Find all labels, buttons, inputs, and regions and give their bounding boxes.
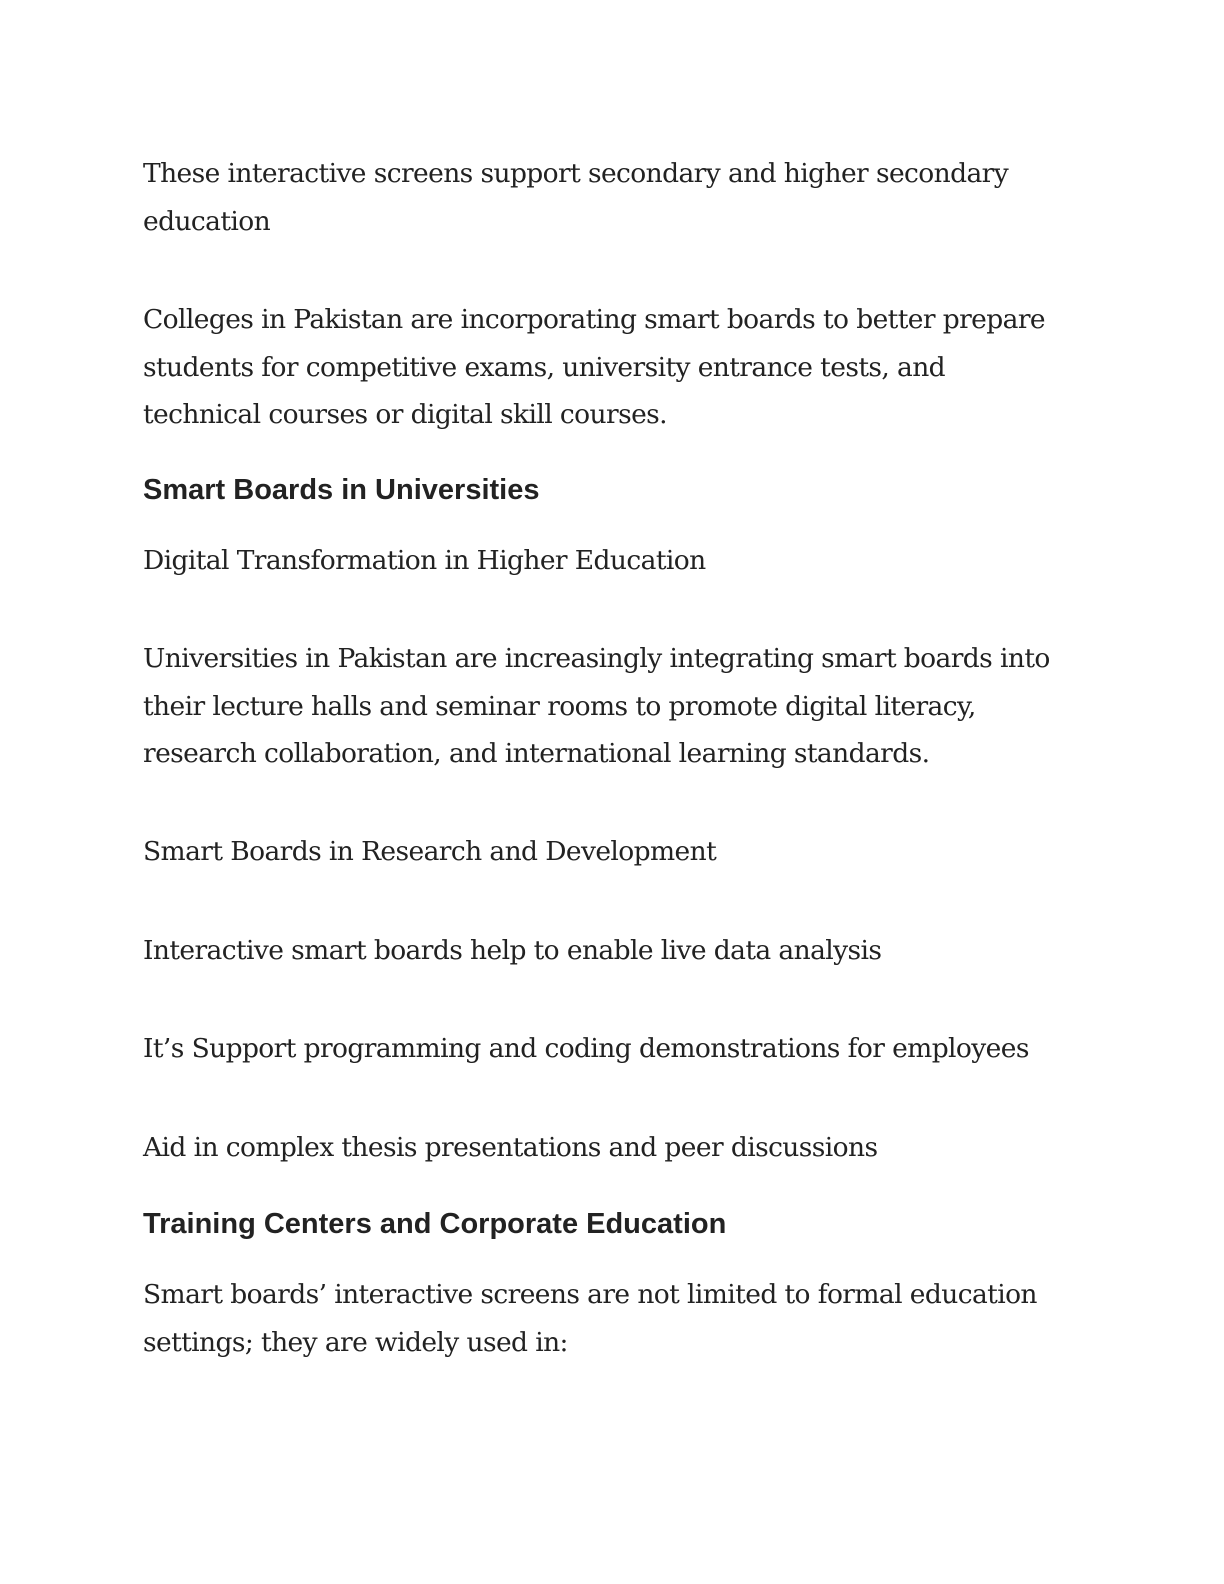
text-line: Smart boards’ interactive screens are not limited to formal education xyxy=(143,1279,1037,1310)
heading-training-centers: Training Centers and Corporate Education xyxy=(143,1208,727,1240)
heading-smart-boards-universities: Smart Boards in Universities xyxy=(143,474,540,506)
text-line: their lecture halls and seminar rooms to promote digital literacy, xyxy=(143,690,976,722)
paragraph-live-data-analysis xyxy=(143,927,1103,975)
paragraph-research-development xyxy=(143,828,1103,876)
paragraph-smart-boards-usage xyxy=(143,1271,1103,1366)
paragraph-colleges xyxy=(143,296,1103,439)
paragraph-digital-transformation xyxy=(143,537,1103,585)
text-line: It’s Support programming and coding demonstrations for employees xyxy=(143,1033,1029,1064)
text-line: settings; they are widely used in: xyxy=(143,1326,568,1358)
text-line: Smart Boards in Research and Development xyxy=(143,836,717,867)
text-line: Digital Transformation in Higher Education xyxy=(143,545,706,576)
text-line: Colleges in Pakistan are incorporating smart boards to better prepare xyxy=(143,304,1045,335)
paragraph-secondary-education xyxy=(143,150,1103,245)
paragraph-universities xyxy=(143,635,1103,778)
text-line: students for competitive exams, university entrance tests, and xyxy=(143,351,946,383)
paragraph-programming-demos xyxy=(143,1025,1103,1073)
paragraph-thesis-presentations xyxy=(143,1124,1103,1172)
text-line: Interactive smart boards help to enable live data analysis xyxy=(143,935,882,966)
text-line: Aid in complex thesis presentations and peer discussions xyxy=(143,1132,878,1163)
text-line: research collaboration, and international learning standards. xyxy=(143,738,930,769)
text-line: Universities in Pakistan are increasingly integrating smart boards into xyxy=(143,643,1050,674)
text-line: These interactive screens support secondary and higher secondary xyxy=(143,158,1009,189)
text-line: technical courses or digital skill courses. xyxy=(143,399,667,430)
text-line: education xyxy=(143,205,271,237)
